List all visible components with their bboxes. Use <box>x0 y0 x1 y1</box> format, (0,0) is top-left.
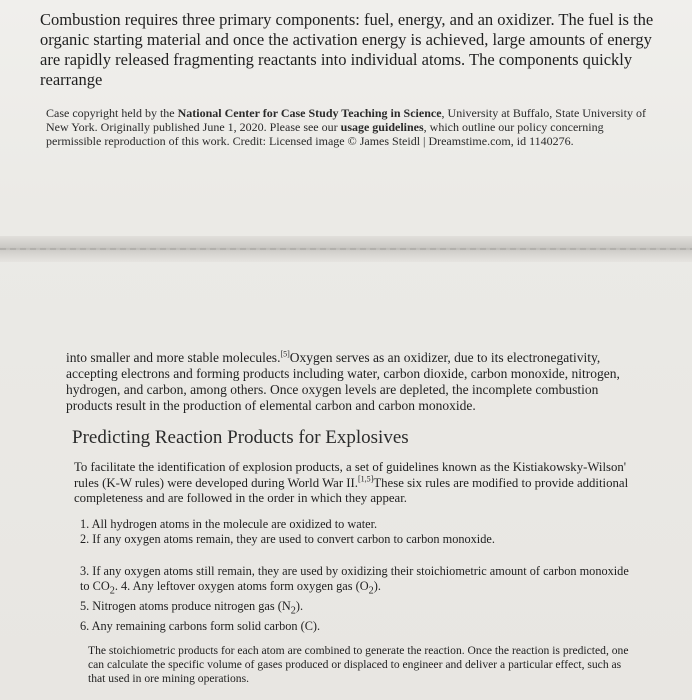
rule-3-text: 3. If any oxygen atoms still remain, they are used by oxidizing their stoichiometric amount of carbon monoxide to CO <box>80 563 629 593</box>
copyright-notice <box>46 106 660 148</box>
rule-4-text: . 4. Any leftover oxygen atoms form oxygen gas (O <box>114 579 369 593</box>
para2-text-b: These six rules are modified to provide additional completeness and are followed in the order in which they appear. <box>74 475 629 505</box>
rule-3-4 <box>80 564 636 599</box>
rule-5 <box>80 599 636 619</box>
rule-5-end: ). <box>295 598 304 613</box>
o2-subscript: 2 <box>368 585 374 597</box>
oxidizer-paragraph <box>66 350 636 414</box>
citation-5[interactable]: [5] <box>280 349 290 359</box>
section-heading: Predicting Reaction Products for Explosives <box>72 427 409 448</box>
rule-5-text: 5. Nitrogen atoms produce nitrogen gas (N <box>80 598 291 613</box>
citation-1-5[interactable]: [1,5] <box>358 474 374 484</box>
kw-rules-list <box>80 517 636 635</box>
usage-guidelines-link[interactable]: usage guidelines <box>340 120 424 134</box>
para1-text-b: Oxygen serves as an oxidizer, due to its electronegativity, accepting electrons and forming products including water, carbon dioxide, carbon monoxide, nitrogen, hydrogen, and carbon, among others. Once oxygen levels are depleted, the incomplete combustion products result in the production of elemental carbon and carbon monoxide. <box>66 350 620 413</box>
rule-2: 2. If any oxygen atoms remain, they are used to convert carbon to carbon monoxide. <box>80 532 495 546</box>
ncccs-name: National Center for Case Study Teaching in Science <box>177 106 442 120</box>
lower-text-block <box>66 350 636 686</box>
co2-subscript: 2 <box>109 585 115 597</box>
rule-6: 6. Any remaining carbons form solid carbon (C). <box>80 618 321 633</box>
kw-rules-paragraph <box>74 460 636 507</box>
top-text-block <box>40 10 660 148</box>
stoichiometry-paragraph: The stoichiometric products for each atom are combined to generate the reaction. Once the reaction is predicted, one can calculate the specific volume of gases produced or displaced to engineer and deliver a particular effect, such as that used in ore mining operations. <box>88 644 629 686</box>
copyright-text-2: , University at Buffalo, State University of New York. Originally published June 1, 2020. Please see our <box>46 106 646 134</box>
rule-4-end: ). <box>373 579 381 593</box>
fold-line <box>0 248 692 250</box>
para2-text-a: To facilitate the identification of explosion products, a set of guidelines known as the Kistiakowsky-Wilson' rules (K-W rules) were developed during World War II. <box>74 460 627 490</box>
page-fold <box>0 236 692 262</box>
copyright-text-1: Case copyright held by the <box>46 106 178 120</box>
intro-paragraph: Combustion requires three primary components: fuel, energy, and an oxidizer. The fuel is the organic starting material and once the activation energy is achieved, large amounts of energy are rapidly released fragmenting reactants into individual atoms. The components quickly rearrange <box>40 10 654 89</box>
copyright-text-3: , which outline our policy concerning permissible reproduction of this work. Credit: Licensed image © James Steidl | Dreamstime.com, id 1140276. <box>46 120 604 148</box>
rule-1: 1. All hydrogen atoms in the molecule are oxidized to water. <box>80 516 378 531</box>
para1-text-a: into smaller and more stable molecules. <box>66 350 281 365</box>
n2-subscript: 2 <box>290 605 296 617</box>
